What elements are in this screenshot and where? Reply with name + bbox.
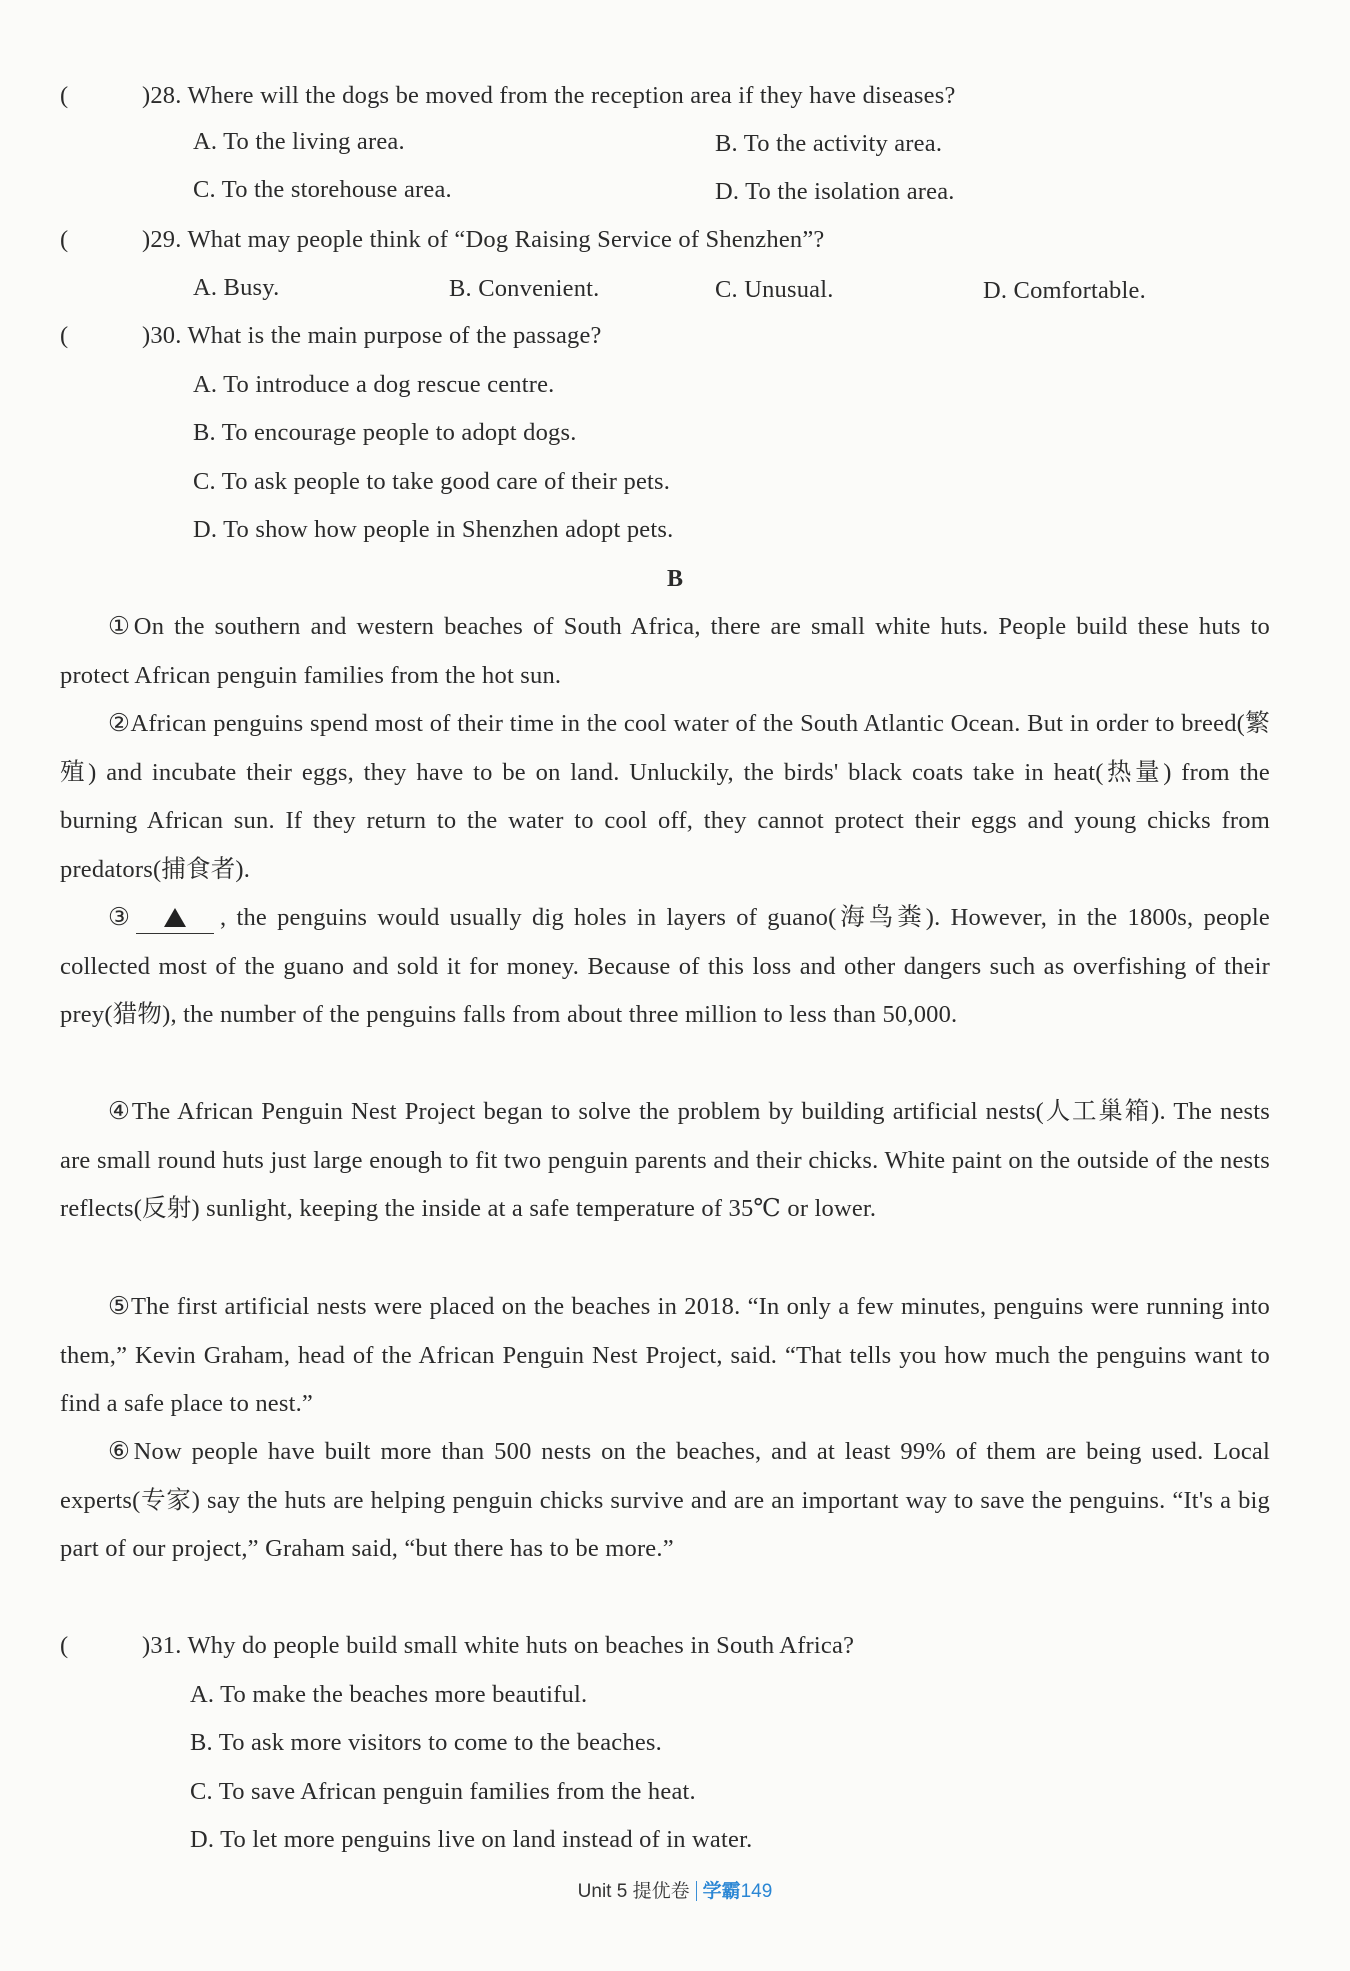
question-31 <box>60 1622 1290 1670</box>
option-b[interactable]: B. To the activity area. <box>715 130 943 157</box>
paragraph-1: ①On the southern and western beaches of South Africa, there are small white huts. People build these huts to protect African penguin families from the hot sun. <box>60 613 1270 689</box>
fill-blank[interactable] <box>136 903 214 934</box>
answer-paren[interactable]: ( <box>60 1632 69 1659</box>
paragraph-4: ④The African Penguin Nest Project began to solve the problem by building artificial nests(人工巢箱). The nests are small round huts just large enough to fit two penguin parents and their chicks. White paint on the outside of the nests reflects(反射) sunlight, keeping the inside at a safe temperature of 35℃ or lower. <box>60 1098 1270 1223</box>
paragraph-2: ②African penguins spend most of their time in the cool water of the South Atlantic Ocean. But in order to breed(繁殖) and incubate their eggs, they have to be on land. Unluckily, the birds' black coats take in heat(热量) from the burning African sun. If they return to the water to cool off, they cannot protect their eggs and young chicks from predators(捕食者). <box>60 710 1270 883</box>
paragraph-number: ③ <box>108 904 134 931</box>
option-c[interactable]: C. To ask people to take good care of their pets. <box>193 468 671 495</box>
question-28 <box>60 72 1290 120</box>
option-c[interactable]: C. To the storehouse area. <box>193 176 452 203</box>
unit-label: Unit 5 提优卷 <box>577 1881 690 1902</box>
paragraph-3 <box>60 894 1270 1040</box>
paragraph-5: ⑤The first artificial nests were placed on the beaches in 2018. “In only a few minutes, penguins were running into them,” Kevin Graham, head of the African Penguin Nest Project, said. “That tells you how much the penguins want to find a safe place to nest.” <box>60 1293 1270 1418</box>
option-b[interactable]: B. To ask more visitors to come to the beaches. <box>190 1729 662 1756</box>
option-d[interactable]: D. To the isolation area. <box>715 178 955 205</box>
option-b[interactable]: B. To encourage people to adopt dogs. <box>193 419 577 446</box>
option-c[interactable]: C. Unusual. <box>715 276 834 303</box>
option-b[interactable]: B. Convenient. <box>449 275 600 302</box>
question-text: )28. Where will the dogs be moved from the reception area if they have diseases? <box>142 82 956 109</box>
page-number: 149 <box>740 1881 773 1902</box>
question-text: )30. What is the main purpose of the passage? <box>142 322 602 349</box>
option-a[interactable]: A. Busy. <box>193 274 280 301</box>
option-a[interactable]: A. To the living area. <box>193 128 405 155</box>
answer-paren[interactable]: ( <box>60 82 69 109</box>
paragraph-6: ⑥Now people have built more than 500 nests on the beaches, and at least 99% of them are being used. Local experts(专家) say the huts are helping penguin chicks survive and are an important way to save the penguins. “It's a big part of our project,” Graham said, “but there has to be more.” <box>60 1438 1270 1563</box>
option-d[interactable]: D. To show how people in Shenzhen adopt pets. <box>193 516 674 543</box>
brand-label: 学霸 <box>702 1881 741 1902</box>
question-text: )29. What may people think of “Dog Raising Service of Shenzhen”? <box>142 226 825 253</box>
triangle-icon <box>164 908 186 927</box>
option-a[interactable]: A. To make the beaches more beautiful. <box>190 1681 588 1708</box>
answer-paren[interactable]: ( <box>60 322 69 349</box>
option-c[interactable]: C. To save African penguin families from the heat. <box>190 1778 696 1805</box>
option-a[interactable]: A. To introduce a dog rescue centre. <box>193 371 555 398</box>
question-30 <box>60 312 1290 360</box>
option-d[interactable]: D. To let more penguins live on land instead of in water. <box>190 1826 753 1853</box>
divider <box>696 1881 697 1901</box>
question-29 <box>60 216 1290 264</box>
section-title: B <box>666 566 683 592</box>
option-d[interactable]: D. Comfortable. <box>983 277 1146 304</box>
question-text: )31. Why do people build small white huts on beaches in South Africa? <box>142 1632 855 1659</box>
page-footer <box>0 1876 1350 1903</box>
answer-paren[interactable]: ( <box>60 226 69 253</box>
paragraph-text: , the penguins would usually dig holes in layers of guano(海鸟粪). However, in the 1800s, people collected most of the guano and sold it for money. Because of this loss and other dangers such as overfishing of their prey(猎物), the number of the penguins falls from about three million to less than 50,000. <box>60 904 1271 1029</box>
